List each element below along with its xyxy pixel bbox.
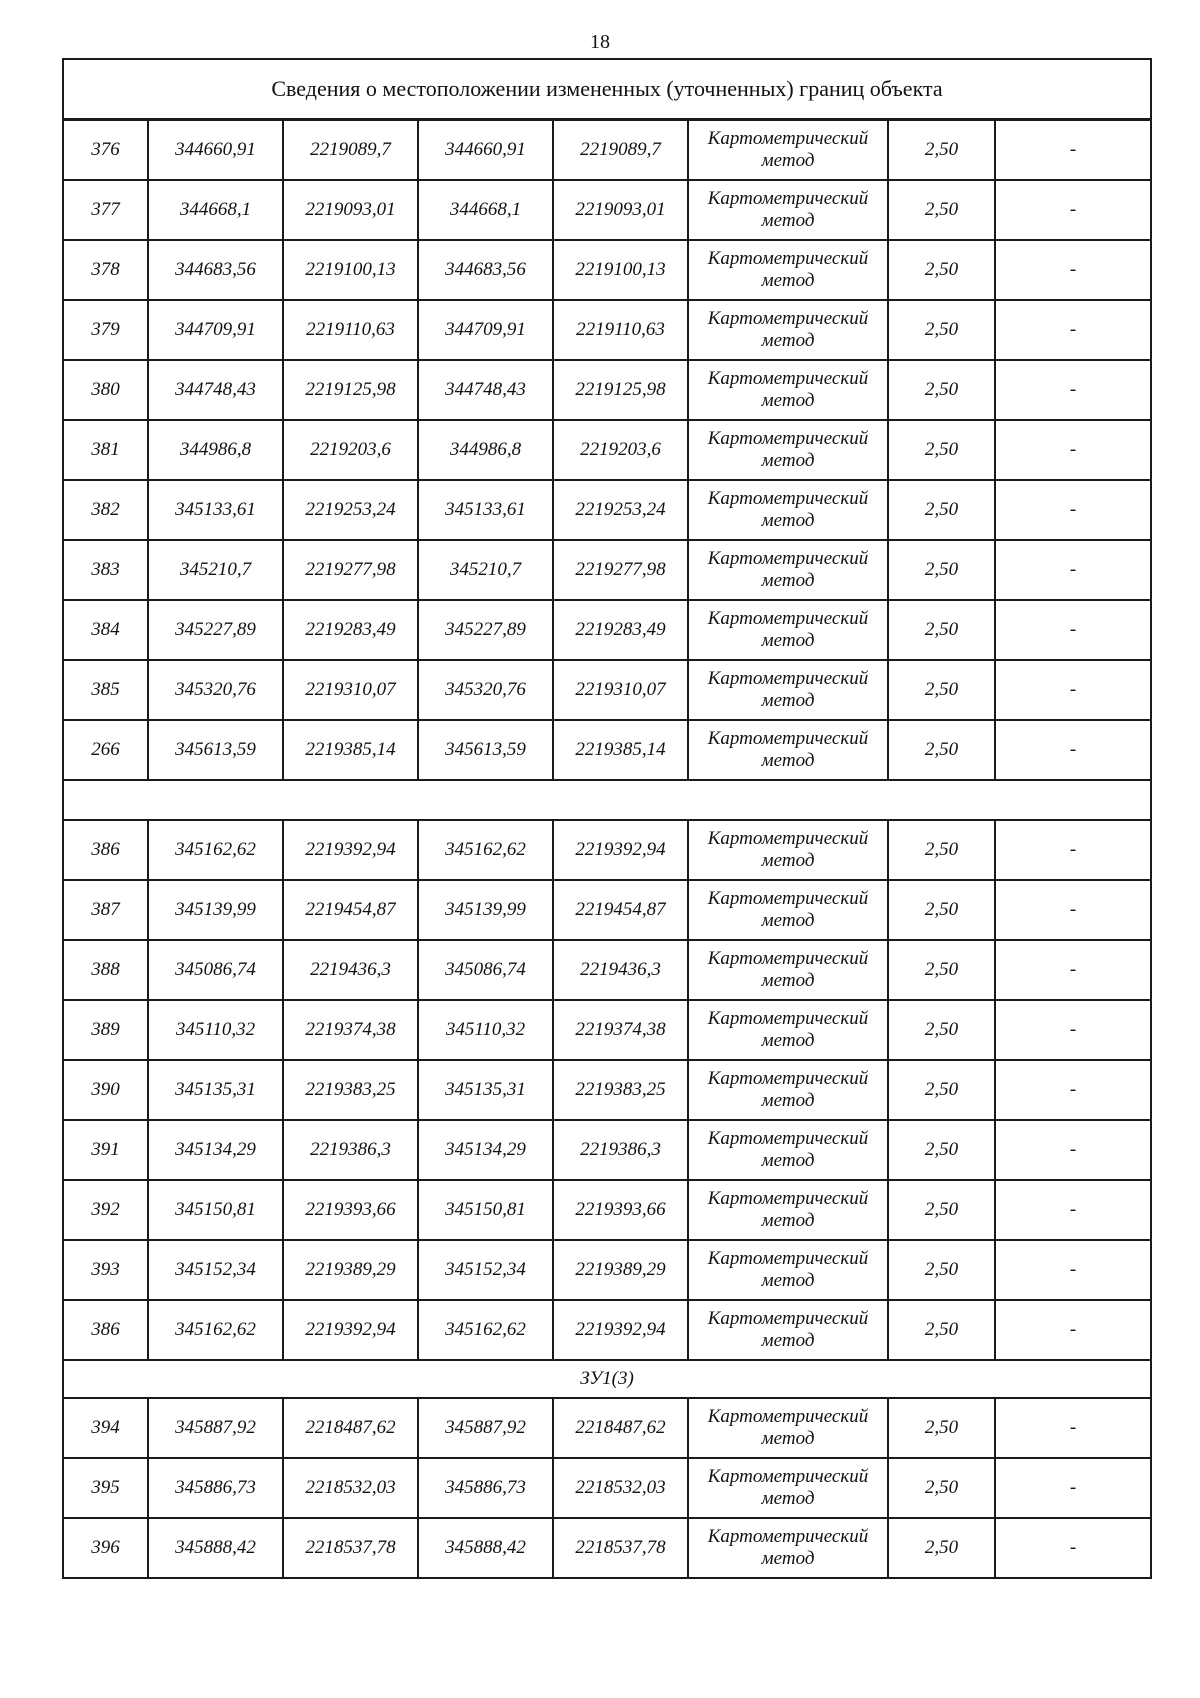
y-new-cell: 2219389,29 [553,1240,688,1300]
table-row [63,720,1151,780]
accuracy-cell: 2,50 [888,420,995,480]
table-row [63,600,1151,660]
point-number-cell: 380 [63,360,148,420]
method-cell: Картометрический метод [688,360,888,420]
note-cell: - [995,300,1151,360]
x-existing-cell: 344683,56 [148,240,283,300]
method-cell: Картометрический метод [688,120,888,181]
table-row [63,480,1151,540]
x-existing-cell: 345886,73 [148,1458,283,1518]
y-existing-cell: 2219110,63 [283,300,418,360]
x-existing-cell: 345133,61 [148,480,283,540]
section-header-row [63,1360,1151,1398]
y-new-cell: 2218537,78 [553,1518,688,1578]
y-new-cell: 2219454,87 [553,880,688,940]
point-number-cell: 385 [63,660,148,720]
method-cell: Картометрический метод [688,1300,888,1360]
method-cell: Картометрический метод [688,180,888,240]
y-new-cell: 2219277,98 [553,540,688,600]
method-cell: Картометрический метод [688,1458,888,1518]
x-new-cell: 344748,43 [418,360,553,420]
method-cell: Картометрический метод [688,820,888,880]
x-new-cell: 345210,7 [418,540,553,600]
y-new-cell: 2219385,14 [553,720,688,780]
table-row [63,300,1151,360]
x-existing-cell: 344748,43 [148,360,283,420]
point-number-cell: 394 [63,1398,148,1458]
point-number-cell: 379 [63,300,148,360]
point-number-cell: 378 [63,240,148,300]
point-number-cell: 387 [63,880,148,940]
table-title: Сведения о местоположении измененных (уточненных) границ объекта [63,59,1151,120]
point-number-cell: 382 [63,480,148,540]
x-existing-cell: 345139,99 [148,880,283,940]
y-existing-cell: 2219385,14 [283,720,418,780]
point-number-cell: 266 [63,720,148,780]
y-existing-cell: 2219383,25 [283,1060,418,1120]
x-existing-cell: 345135,31 [148,1060,283,1120]
y-existing-cell: 2219253,24 [283,480,418,540]
y-new-cell: 2219093,01 [553,180,688,240]
method-cell: Картометрический метод [688,1398,888,1458]
table-row [63,820,1151,880]
x-new-cell: 345133,61 [418,480,553,540]
accuracy-cell: 2,50 [888,660,995,720]
accuracy-cell: 2,50 [888,1398,995,1458]
y-new-cell: 2219374,38 [553,1000,688,1060]
method-cell: Картометрический метод [688,1000,888,1060]
y-new-cell: 2219089,7 [553,120,688,181]
accuracy-cell: 2,50 [888,540,995,600]
note-cell: - [995,1398,1151,1458]
y-new-cell: 2219386,3 [553,1120,688,1180]
y-new-cell: 2219392,94 [553,820,688,880]
x-existing-cell: 345320,76 [148,660,283,720]
point-number-cell: 384 [63,600,148,660]
note-cell: - [995,880,1151,940]
point-number-cell: 386 [63,820,148,880]
table-row [63,1518,1151,1578]
y-existing-cell: 2219277,98 [283,540,418,600]
accuracy-cell: 2,50 [888,720,995,780]
x-new-cell: 344709,91 [418,300,553,360]
accuracy-cell: 2,50 [888,120,995,181]
x-new-cell: 345150,81 [418,1180,553,1240]
x-new-cell: 345162,62 [418,1300,553,1360]
y-new-cell: 2218487,62 [553,1398,688,1458]
x-existing-cell: 345152,34 [148,1240,283,1300]
table-row [63,1180,1151,1240]
accuracy-cell: 2,50 [888,1180,995,1240]
x-existing-cell: 345150,81 [148,1180,283,1240]
y-new-cell: 2219392,94 [553,1300,688,1360]
method-cell: Картометрический метод [688,940,888,1000]
x-existing-cell: 345210,7 [148,540,283,600]
x-new-cell: 345139,99 [418,880,553,940]
y-existing-cell: 2218532,03 [283,1458,418,1518]
x-existing-cell: 345162,62 [148,820,283,880]
accuracy-cell: 2,50 [888,940,995,1000]
x-existing-cell: 345110,32 [148,1000,283,1060]
point-number-cell: 392 [63,1180,148,1240]
point-number-cell: 388 [63,940,148,1000]
x-new-cell: 345162,62 [418,820,553,880]
section-label: ЗУ1(3) [63,1360,1151,1398]
table-row [63,360,1151,420]
separator-cell [63,780,1151,820]
method-cell: Картометрический метод [688,1120,888,1180]
x-new-cell: 344668,1 [418,180,553,240]
y-existing-cell: 2219393,66 [283,1180,418,1240]
x-new-cell: 344660,91 [418,120,553,181]
x-existing-cell: 344709,91 [148,300,283,360]
note-cell: - [995,940,1151,1000]
y-new-cell: 2219253,24 [553,480,688,540]
x-existing-cell: 344668,1 [148,180,283,240]
point-number-cell: 381 [63,420,148,480]
y-existing-cell: 2219093,01 [283,180,418,240]
y-existing-cell: 2219125,98 [283,360,418,420]
x-existing-cell: 344986,8 [148,420,283,480]
x-new-cell: 345887,92 [418,1398,553,1458]
note-cell: - [995,420,1151,480]
note-cell: - [995,1120,1151,1180]
point-number-cell: 391 [63,1120,148,1180]
x-new-cell: 345320,76 [418,660,553,720]
y-existing-cell: 2219089,7 [283,120,418,181]
table-row [63,1060,1151,1120]
table-row [63,540,1151,600]
y-new-cell: 2219393,66 [553,1180,688,1240]
accuracy-cell: 2,50 [888,1240,995,1300]
y-existing-cell: 2219374,38 [283,1000,418,1060]
point-number-cell: 377 [63,180,148,240]
point-number-cell: 376 [63,120,148,181]
note-cell: - [995,360,1151,420]
y-new-cell: 2219283,49 [553,600,688,660]
method-cell: Картометрический метод [688,240,888,300]
method-cell: Картометрический метод [688,1180,888,1240]
y-existing-cell: 2218487,62 [283,1398,418,1458]
accuracy-cell: 2,50 [888,1518,995,1578]
accuracy-cell: 2,50 [888,600,995,660]
table-row [63,1120,1151,1180]
note-cell: - [995,540,1151,600]
table-row [63,420,1151,480]
accuracy-cell: 2,50 [888,1458,995,1518]
y-existing-cell: 2219392,94 [283,1300,418,1360]
note-cell: - [995,1180,1151,1240]
x-existing-cell: 345887,92 [148,1398,283,1458]
note-cell: - [995,1000,1151,1060]
x-new-cell: 345888,42 [418,1518,553,1578]
method-cell: Картометрический метод [688,480,888,540]
table-row [63,240,1151,300]
point-number-cell: 396 [63,1518,148,1578]
note-cell: - [995,820,1151,880]
table-row [63,1458,1151,1518]
accuracy-cell: 2,50 [888,180,995,240]
accuracy-cell: 2,50 [888,1000,995,1060]
note-cell: - [995,660,1151,720]
x-existing-cell: 345613,59 [148,720,283,780]
y-new-cell: 2219436,3 [553,940,688,1000]
method-cell: Картометрический метод [688,880,888,940]
x-new-cell: 345135,31 [418,1060,553,1120]
method-cell: Картометрический метод [688,600,888,660]
x-new-cell: 344986,8 [418,420,553,480]
accuracy-cell: 2,50 [888,880,995,940]
y-existing-cell: 2219100,13 [283,240,418,300]
x-new-cell: 345227,89 [418,600,553,660]
accuracy-cell: 2,50 [888,300,995,360]
y-existing-cell: 2219386,3 [283,1120,418,1180]
y-existing-cell: 2219436,3 [283,940,418,1000]
method-cell: Картометрический метод [688,420,888,480]
accuracy-cell: 2,50 [888,820,995,880]
point-number-cell: 390 [63,1060,148,1120]
note-cell: - [995,240,1151,300]
y-existing-cell: 2219310,07 [283,660,418,720]
method-cell: Картометрический метод [688,540,888,600]
x-existing-cell: 345134,29 [148,1120,283,1180]
note-cell: - [995,600,1151,660]
coordinates-table [62,58,1152,1579]
x-existing-cell: 345162,62 [148,1300,283,1360]
note-cell: - [995,1060,1151,1120]
method-cell: Картометрический метод [688,660,888,720]
accuracy-cell: 2,50 [888,1300,995,1360]
accuracy-cell: 2,50 [888,360,995,420]
table-row [63,1300,1151,1360]
y-new-cell: 2219100,13 [553,240,688,300]
x-existing-cell: 344660,91 [148,120,283,181]
y-existing-cell: 2219389,29 [283,1240,418,1300]
y-new-cell: 2219125,98 [553,360,688,420]
table-row [63,940,1151,1000]
separator-row [63,780,1151,820]
x-new-cell: 345110,32 [418,1000,553,1060]
y-existing-cell: 2219203,6 [283,420,418,480]
y-new-cell: 2219383,25 [553,1060,688,1120]
accuracy-cell: 2,50 [888,240,995,300]
note-cell: - [995,120,1151,181]
table-row [63,660,1151,720]
point-number-cell: 383 [63,540,148,600]
page-number: 18 [590,31,610,53]
method-cell: Картометрический метод [688,1240,888,1300]
accuracy-cell: 2,50 [888,1120,995,1180]
note-cell: - [995,1458,1151,1518]
note-cell: - [995,720,1151,780]
method-cell: Картометрический метод [688,1060,888,1120]
note-cell: - [995,480,1151,540]
x-new-cell: 345886,73 [418,1458,553,1518]
y-existing-cell: 2219283,49 [283,600,418,660]
table-row [63,120,1151,181]
y-new-cell: 2219310,07 [553,660,688,720]
method-cell: Картометрический метод [688,300,888,360]
note-cell: - [995,1240,1151,1300]
note-cell: - [995,180,1151,240]
y-existing-cell: 2219392,94 [283,820,418,880]
method-cell: Картометрический метод [688,1518,888,1578]
table-row [63,880,1151,940]
table-row [63,180,1151,240]
note-cell: - [995,1518,1151,1578]
x-new-cell: 345152,34 [418,1240,553,1300]
x-existing-cell: 345888,42 [148,1518,283,1578]
x-existing-cell: 345227,89 [148,600,283,660]
x-new-cell: 345613,59 [418,720,553,780]
y-new-cell: 2219203,6 [553,420,688,480]
method-cell: Картометрический метод [688,720,888,780]
y-existing-cell: 2219454,87 [283,880,418,940]
table-row [63,1000,1151,1060]
x-existing-cell: 345086,74 [148,940,283,1000]
y-new-cell: 2219110,63 [553,300,688,360]
table-row [63,1240,1151,1300]
table-row [63,1398,1151,1458]
accuracy-cell: 2,50 [888,480,995,540]
point-number-cell: 389 [63,1000,148,1060]
table-title-row [63,59,1151,120]
x-new-cell: 345134,29 [418,1120,553,1180]
point-number-cell: 393 [63,1240,148,1300]
y-existing-cell: 2218537,78 [283,1518,418,1578]
x-new-cell: 344683,56 [418,240,553,300]
accuracy-cell: 2,50 [888,1060,995,1120]
point-number-cell: 395 [63,1458,148,1518]
y-new-cell: 2218532,03 [553,1458,688,1518]
x-new-cell: 345086,74 [418,940,553,1000]
note-cell: - [995,1300,1151,1360]
point-number-cell: 386 [63,1300,148,1360]
